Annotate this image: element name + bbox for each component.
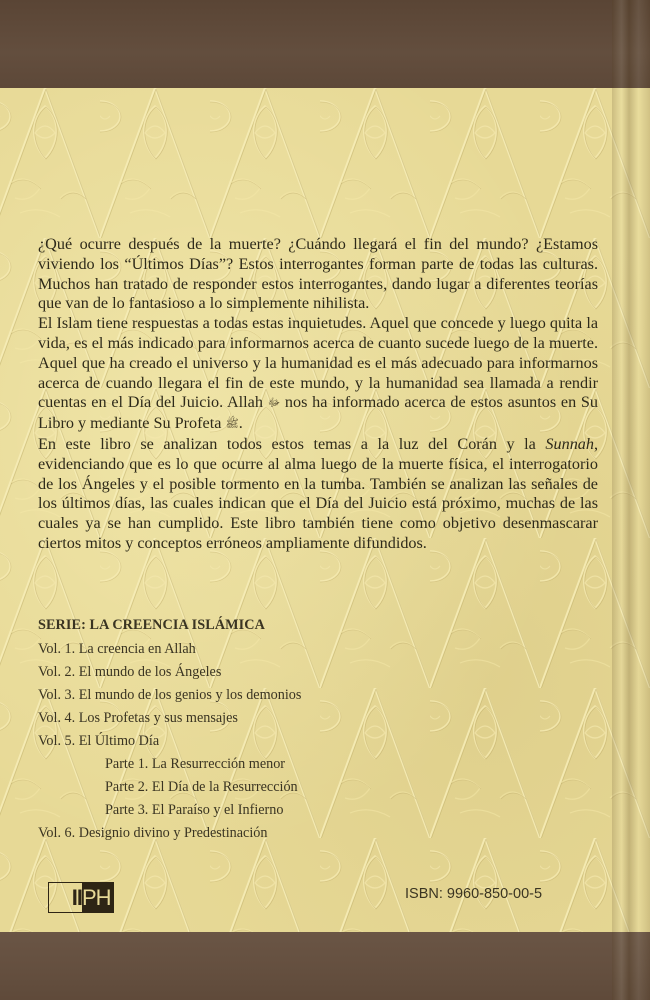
- isbn-label: ISBN: 9960-850-00-5: [405, 886, 543, 902]
- series-list: [38, 617, 538, 845]
- publisher-logo-left: II: [71, 884, 82, 910]
- sunnah-term: Sunnah: [545, 434, 594, 453]
- publisher-logo: [48, 882, 114, 913]
- blurb-paragraph-2-end: .: [238, 414, 243, 433]
- volume-item: Vol. 4. Los Profetas y sus mensajes: [38, 710, 238, 726]
- blurb-paragraph-2: [38, 314, 598, 435]
- volume-item: Vol. 2. El mundo de los Ángeles: [38, 664, 222, 680]
- series-title: SERIE: LA CREENCIA ISLÁMICA: [38, 617, 265, 633]
- spine-fold: [612, 0, 650, 1000]
- volume-part-item: Parte 2. El Día de la Resurrección: [105, 779, 298, 795]
- volume-item: Vol. 5. El Último Día: [38, 733, 160, 749]
- volume-item: Vol. 3. El mundo de los genios y los demonios: [38, 687, 302, 703]
- bottom-cloth-band: [0, 932, 650, 1000]
- volume-part-item: Parte 3. El Paraíso y el Infierno: [105, 802, 284, 818]
- blurb-paragraph-1: ¿Qué ocurre después de la muerte? ¿Cuándo llegará el fin del mundo? ¿Estamos viviendo los “Últimos Días”? Estos interrogantes forman parte de todas las culturas. Muchos han tratado de responder estos interrogantes, dando lugar a diferentes teorías que van de lo fantasioso a lo simplemente nihilista.: [38, 235, 598, 313]
- blurb-paragraph-3: [38, 435, 598, 554]
- blurb-paragraph-2-part-a: El Islam tiene respuestas a todas estas inquietudes. Aquel que concede y luego quita la vida, es el más indicado para informarnos acerca de cuanto sucede luego de la muerte. Aquel que ha creado el universo y la humanidad es el más adecuado para informarnos acerca de cuando llegara el fin de este mundo, y la humanidad sea llamada a rendir cuentas en el Día del Juicio. Allah: [38, 314, 598, 412]
- volume-part-item: Parte 1. La Resurrección menor: [105, 756, 286, 772]
- blurb-paragraph-3-part-b: , evidenciando que es lo que ocurre al alma luego de la muerte física, el interrogatorio de los Ángeles y el posible tormento en la tumba. También se analizan las señales de los últimos días, las cuales indican que el Día del Juicio está próximo, muchas de las cuales ya se han cumplido. Este libro también tiene como objetivo desenmascarar ciertos mitos y conceptos erróneos ampliamente difundidos.: [38, 434, 599, 552]
- honorific-allah-icon: ﷻ: [267, 397, 281, 410]
- blurb-paragraph-2-part-b: nos ha informado acerca de estos asuntos en Su Libro y mediante Su Profeta: [38, 393, 599, 433]
- volume-item: Vol. 1. La creencia en Allah: [38, 641, 196, 657]
- embossed-gold-panel: [0, 88, 650, 932]
- honorific-prophet-icon: ﷺ: [225, 418, 239, 431]
- publisher-logo-right: PH: [82, 883, 113, 912]
- blurb-paragraph-3-part-a: En este libro se analizan todos estos temas a la luz del Corán y la: [38, 434, 536, 453]
- volume-item: Vol. 6. Designio divino y Predestinación: [38, 825, 268, 841]
- top-cloth-band: [0, 0, 650, 88]
- blurb-text: [38, 235, 598, 554]
